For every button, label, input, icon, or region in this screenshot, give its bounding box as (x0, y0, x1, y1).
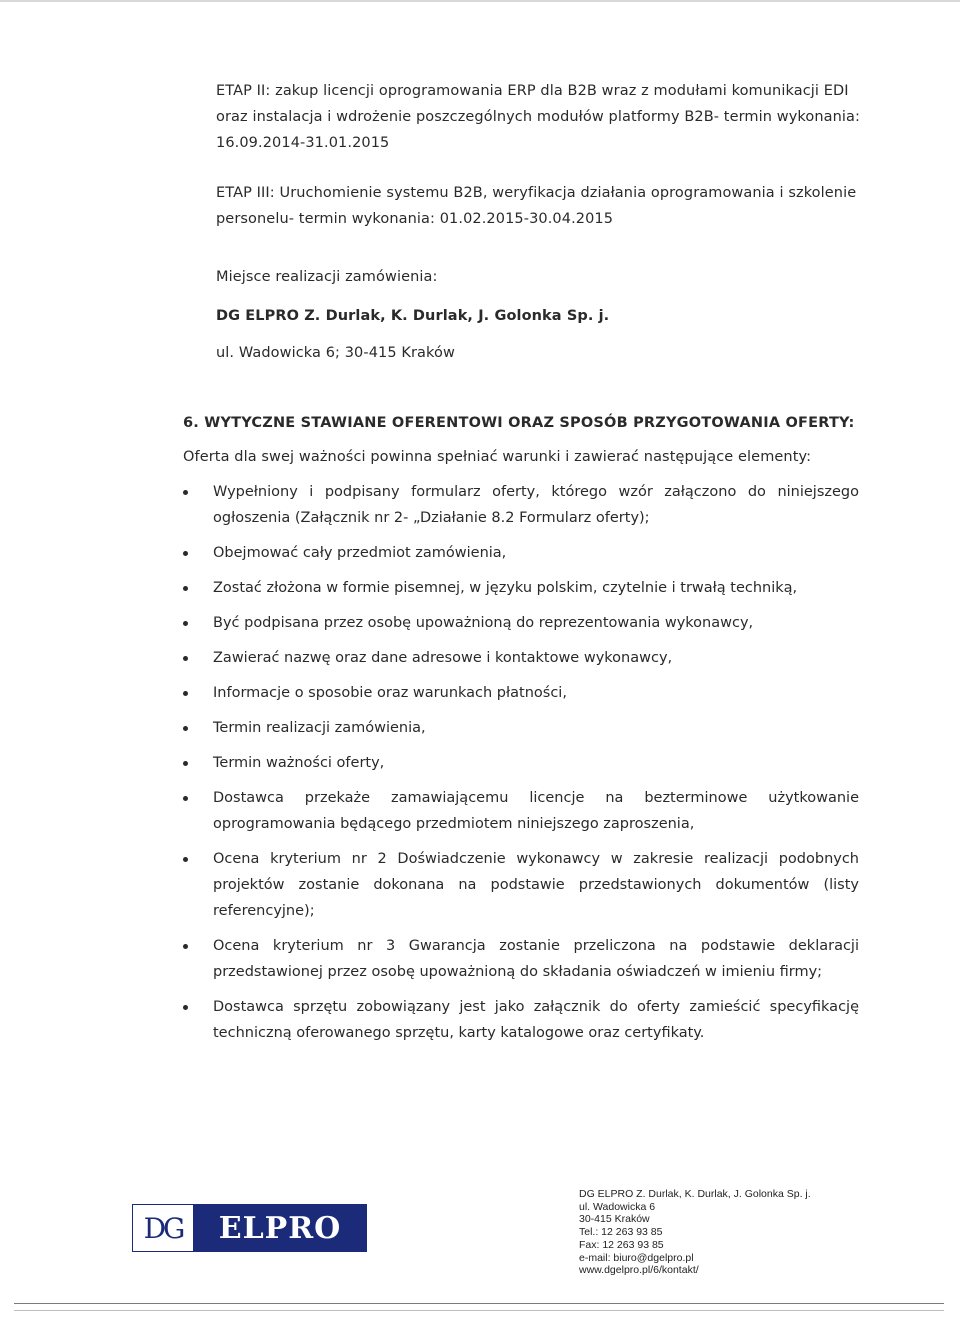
list-item-text: Termin realizacji zamówienia, (213, 720, 426, 736)
list-item-text: Termin ważności oferty, (213, 755, 385, 771)
bullet-icon (183, 761, 188, 766)
list-item (183, 994, 859, 1046)
list-item (183, 610, 859, 636)
contact-city: 30-415 Kraków (579, 1213, 650, 1226)
list-item-text: Dostawca przekaże zamawiającemu licencje na bezterminowe użytkowanie oprogramowania będącego przedmiotem niniejszego zaproszenia, (213, 790, 859, 832)
list-item (183, 479, 859, 531)
scan-edge (0, 0, 960, 2)
logo-mark: DG (133, 1205, 194, 1251)
location-address: ul. Wadowicka 6; 30-415 Kraków (216, 345, 455, 361)
bullet-icon (183, 796, 188, 801)
list-item (183, 846, 859, 924)
contact-email: e-mail: biuro@dgelpro.pl (579, 1251, 694, 1264)
company-logo (132, 1204, 367, 1252)
list-item-text: Zostać złożona w formie pisemnej, w języku polskim, czytelnie i trwałą techniką, (213, 580, 798, 596)
list-item (183, 715, 859, 741)
list-item-text: Ocena kryterium nr 3 Gwarancja zostanie przeliczona na podstawie deklaracji przedstawionej przez osobę upoważnioną do składania oświadczeń w imieniu firmy; (213, 938, 859, 980)
logo-name: ELPRO (194, 1205, 366, 1251)
bullet-icon (183, 656, 188, 661)
list-item (183, 575, 859, 601)
list-item (183, 785, 859, 837)
bullet-icon (183, 726, 188, 731)
etap3-line2: personelu- termin wykonania: 01.02.2015-30.04.2015 (216, 211, 614, 227)
location-company: DG ELPRO Z. Durlak, K. Durlak, J. Golonka Sp. j. (216, 308, 610, 324)
bullet-icon (183, 551, 188, 556)
list-item-text: Obejmować cały przedmiot zamówienia, (213, 545, 507, 561)
contact-website: www.dgelpro.pl/6/kontakt/ (579, 1264, 699, 1277)
etap2-line1: ETAP II: zakup licencji oprogramowania ERP dla B2B wraz z modułami komunikacji EDI (216, 83, 849, 99)
list-item-text: Wypełniony i podpisany formularz oferty, którego wzór załączono do niniejszego ogłoszenia (Załącznik nr 2- „Działanie 8.2 Formularz oferty); (213, 484, 859, 526)
list-item-text: Być podpisana przez osobę upoważnioną do reprezentowania wykonawcy, (213, 615, 754, 631)
bullet-icon (183, 691, 188, 696)
list-item (183, 750, 859, 776)
list-item (183, 680, 859, 706)
list-item (183, 540, 859, 566)
list-item-text: Zawierać nazwę oraz dane adresowe i kontaktowe wykonawcy, (213, 650, 673, 666)
contact-fax: Fax: 12 263 93 85 (579, 1238, 664, 1251)
list-item-text: Informacje o sposobie oraz warunkach płatności, (213, 685, 567, 701)
location-label: Miejsce realizacji zamówienia: (216, 269, 438, 285)
bullet-icon (183, 586, 188, 591)
footer-contact (579, 1188, 811, 1277)
bullet-icon (183, 944, 188, 949)
contact-company: DG ELPRO Z. Durlak, K. Durlak, J. Golonka Sp. j. (579, 1188, 811, 1200)
contact-phone: Tel.: 12 263 93 85 (579, 1226, 663, 1239)
requirements-list (183, 479, 859, 1046)
footer-divider (14, 1303, 944, 1304)
list-item-text: Ocena kryterium nr 2 Doświadczenie wykonawcy w zakresie realizacji podobnych projektów zostanie dokonana na podstawie przedstawionych dokumentów (listy referencyjne); (213, 851, 859, 919)
footer-divider-thin (14, 1310, 944, 1311)
list-item (183, 933, 859, 985)
etap2-line2: oraz instalacja i wdrożenie poszczególnych modułów platformy B2B- termin wykonania: (216, 109, 861, 125)
section-6-intro: Oferta dla swej ważności powinna spełniać warunki i zawierać następujące elementy: (183, 449, 812, 465)
bullet-icon (183, 490, 188, 495)
etap2-line3: 16.09.2014-31.01.2015 (216, 135, 390, 151)
etap3-line1: ETAP III: Uruchomienie systemu B2B, weryfikacja działania oprogramowania i szkolenie (216, 185, 857, 201)
list-item-text: Dostawca sprzętu zobowiązany jest jako załącznik do oferty zamieścić specyfikację techniczną oferowanego sprzętu, karty katalogowe oraz certyfikaty. (213, 999, 859, 1041)
bullet-icon (183, 621, 188, 626)
list-item (183, 645, 859, 671)
bullet-icon (183, 857, 188, 862)
bullet-icon (183, 1005, 188, 1010)
section-6-heading: 6. WYTYCZNE STAWIANE OFERENTOWI ORAZ SPOSÓB PRZYGOTOWANIA OFERTY: (183, 415, 855, 431)
contact-street: ul. Wadowicka 6 (579, 1200, 656, 1213)
